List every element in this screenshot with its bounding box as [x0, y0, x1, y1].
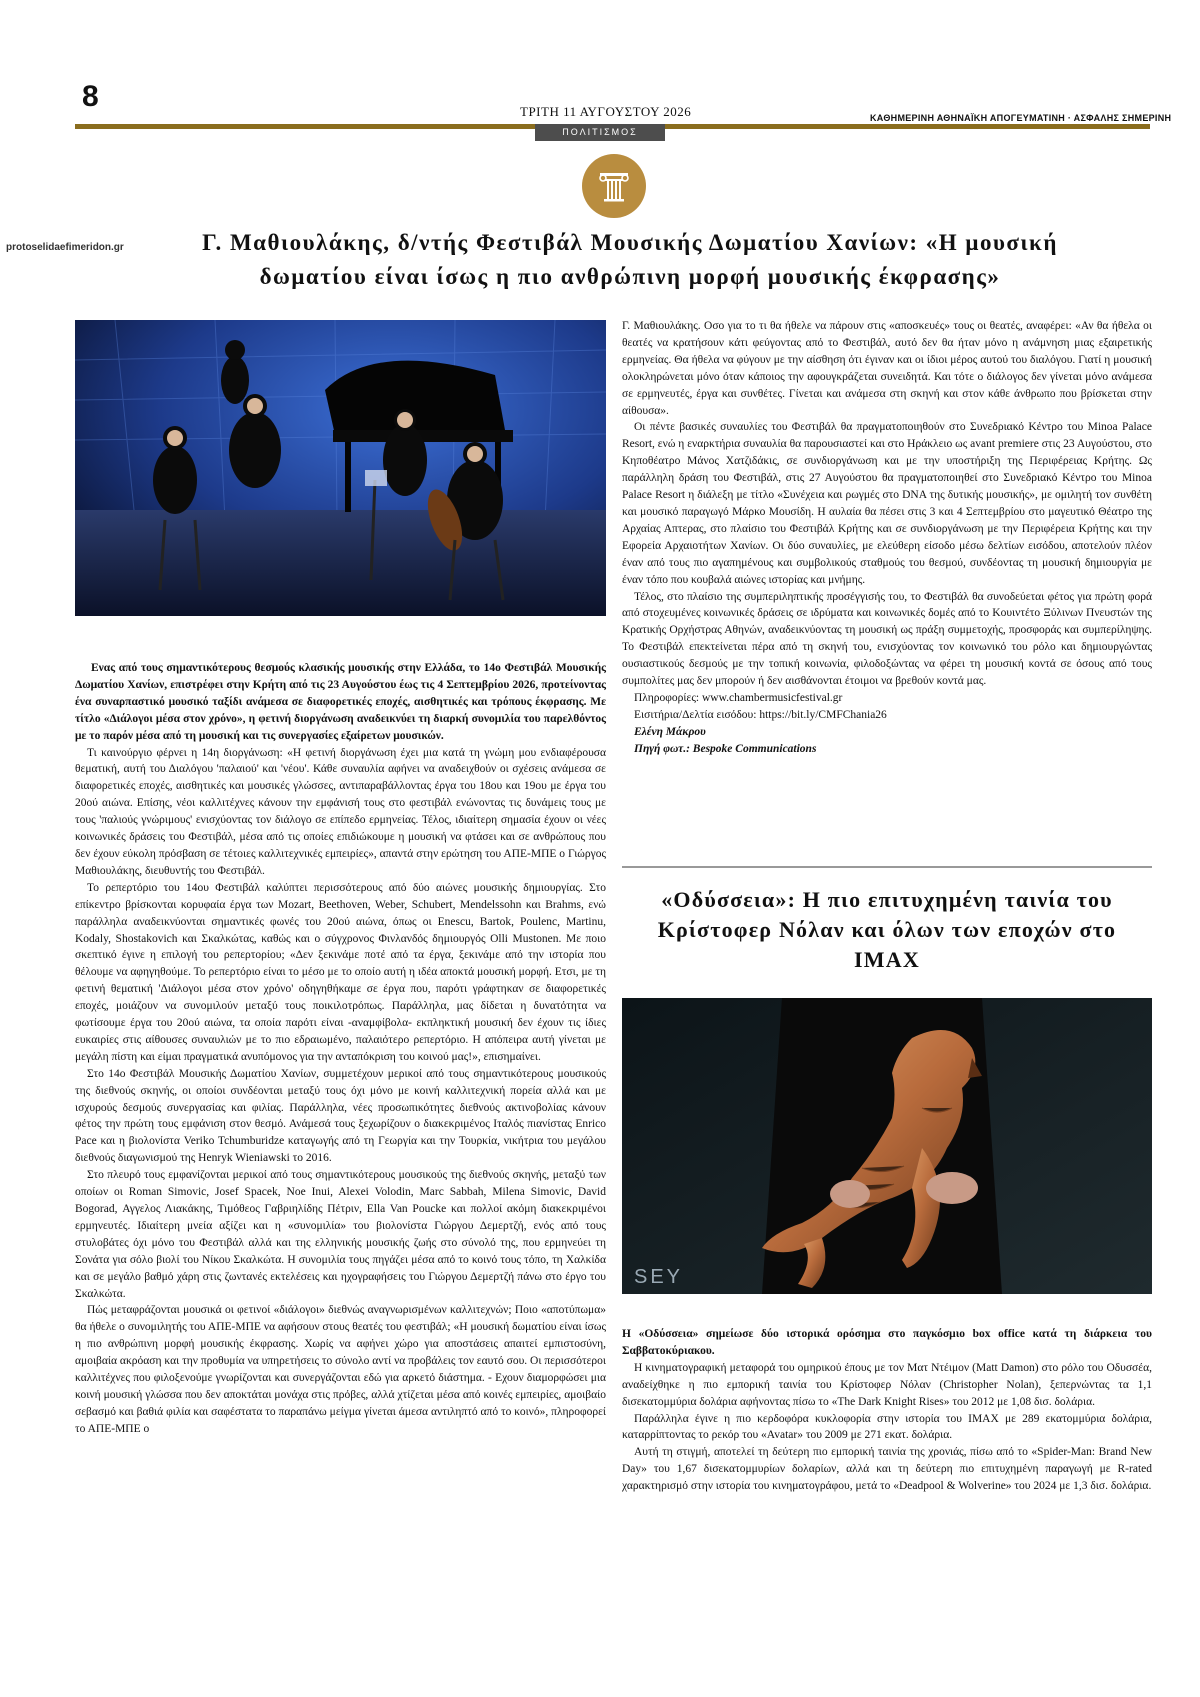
- article2-caption: Η «Οδύσσεια» σημείωσε δύο ιστορικά ορόσημα στο παγκόσμιο box office κατά τη διάρκεια του Σαββατοκύριακου.: [622, 1328, 1152, 1357]
- article1-lead: Ενας από τους σημαντικότερους θεσμούς κλασικής μουσικής στην Ελλάδα, το 14ο Φεστιβάλ Μουσικής Δωματίου Χανίων, επιστρέφει στην Κρήτη από τις 23 Αυγούστου έως τις 4 Σεπτεμβρίου 2026, προτείνοντας ένα συναρπαστικό μουσικό ταξίδι ανάμεσα σε διαφορετικές εποχές, αισθητικές και τρόπους έκφρασης. Με τίτλο «Διάλογοι μέσα στον χρόνο», η φετινή διοργάνωση αναδεικνύει τη διαρκή συνομιλία του παρελθόντος με το παρόν μέσα από τη μουσική και τις συνεργασίες εξαίρετων μουσικών.: [75, 662, 606, 742]
- ionic-column-icon: [595, 167, 633, 205]
- article1-paragraph: Γ. Μαθιουλάκης. Οσο για το τι θα ήθελε να πάρουν στις «αποσκευές» τους οι θεατές, αναφέρει: «Αν θα ήθελα οι θεατές να κρατήσουν κάτι φεύγοντας από το Φεστιβάλ, αυτό δεν θα ήταν μόνο η ανάμνηση μιας εξαιρετικής ερμηνείας. Θα ήθελα να φύγουν με την αίσθηση ότι έγιναν και οι ίδιοι μέρος αυτού του διαλόγου. Γιατί η μουσική ολοκληρώνεται μόνο όταν κάποιος την αφουγκράζεται συνειδητά. Και τότε ο διάλογος δεν γίνεται μόνο ανάμεσα σε ερμηνευτές, έργα και συνθέτες. Γίνεται και ανάμεσα στη σκηνή και στον κάθε άνθρωπο που βρίσκεται στην αίθουσα».: [622, 320, 1152, 417]
- article1-paragraph: Το ρεπερτόριο του 14ου Φεστιβάλ καλύπτει περισσότερους από δύο αιώνες μουσικής δημιουργίας. Στο επίκεντρο βρίσκονται κορυφαία έργα των Mozart, Beethoven, Weber, Schubert, Mendelssohn και Brahms, ενώ παράλληλα αναδεικνύονται σημαντικές φωνές του 20ού αιώνα, όπως οι Enescu, Bartok, Poulenc, Martinu, Kodaly, Shostakovich και Σκαλκώτας, καθώς και ο σύγχρονος Φινλανδός δημιουργός Olli Mustonen. Με ποιο σκεπτικό έγινε η επιλογή του ρεπερτορίου; «Δεν ξεκινάμε ποτέ από τα έργα, ξεκινάμε από την ιστορία που θέλουμε να αφηγηθούμε. Το ρεπερτόριο είναι το μέσο με το οποίο αυτή η ιδέα αποκτά μουσική μορφή. Ετσι, με τη φετινή θεματική 'Διάλογοι μέσα στον χρόνο' οδηγηθήκαμε σε έργα που, παρότι γράφτηκαν σε διαφορετικές εποχές, μοιάζουν να συνομιλούν μεταξύ τους ποικιλοτρόπως. Παράλληλα, μας δίδεται η δυνατότητα να φωτίσουμε έργα του 20ού αιώνα, τα οποία παρότι είναι -αναμφίβολα- εκπληκτική μουσική δεν έχουν τις ίδιες ευκαιρίες στις αίθουσες συναυλιών με το πιο εδραιωμένο, παλαιότερο ρεπερτόριο. Η απόπειρα αυτή γίνεται με μεγάλη πίστη και είμαι πραγματικά ανυπόμονος για την ανταπόκριση του κοινού μας!», επισημαίνει.: [75, 881, 606, 1063]
- article1-headline-line1: Γ. Μαθιουλάκης, δ/ντής Φεστιβάλ Μουσικής Δωματίου Χανίων: «Η μουσική: [202, 230, 1058, 255]
- article2-paragraph: Η κινηματογραφική μεταφορά του ομηρικού έπους με τον Ματ Ντέιμον (Matt Damon) στο ρόλο του Οδυσσέα, αναδείχθηκε η πιο εμπορική ταινία του Κρίστοφερ Νόλαν (Christopher Nolan), ξεπερνώντας τα 1,1 δισεκατομμύρια δολάρια αφήνοντας πίσω το «The Dark Knight Rises» του 2012 με 1,08 δισ. δολάρια.: [622, 1361, 1152, 1408]
- article1-left-column: [75, 660, 606, 1438]
- article2-headline: «Οδύσσεια»: Η πιο επιτυχημένη ταινία του Κρίστοφερ Νόλαν και όλων των εποχών στο IMAX: [657, 887, 1117, 972]
- photo-backdrop-text: SEY: [634, 1266, 684, 1288]
- article2-paragraph: Παράλληλα έγινε η πιο κερδοφόρα κυκλοφορία στην ιστορία του IMAX με 289 εκατομμύρια δολάρια, καταρρίπτοντας το ρεκόρ του «Avatar» του 2009 με 271 εκατ. δολάρια.: [622, 1412, 1152, 1442]
- masthead: ΚΑΘΗΜΕΡΙΝΗ ΑΘΗΝΑΪΚΗ ΑΠΟΓΕΥΜΑΤΙΝΗ · ΑΣΦΑΛΗΣ ΣΗΜΕΡΙΝΗ: [870, 113, 1172, 123]
- page-number: 8: [82, 80, 99, 113]
- statuette-photo: [622, 998, 1152, 1294]
- article1-paragraph: Πώς μεταφράζονται μουσικά οι φετινοί «διάλογοι» διεθνώς αναγνωρισμένων καλλιτεχνών; Ποιο «αποτύπωμα» θα ήθελε ο συνομιλητής του ΑΠΕ-ΜΠΕ να αφήσουν στους θεατές του φεστιβάλ; «Η μουσική δωματίου είναι ίσως η πιο ανθρώπινη μορφή μουσικής έκφρασης. Χωρίς να αφήνει χώρο για αποστάσεις απαιτεί εμπιστοσύνη, αμοιβαία ακρόαση και την προθυμία να υπηρετήσεις το σύνολο αντί να προβάλεις τον εαυτό σου. Οι περισσότεροι καλλιτέχνες που φιλοξενούμε γνωρίζονται και συνεργάζονται εδώ για αρκετό διάστημα. - Εχουν διαμορφώσει μια κοινή μουσική γλώσσα που δεν αποκτάται μονάχα στις πρόβες, αλλά χτίζεται μέσα από κοινές εμπειρίες, αμοιβαίο σεβασμό και βαθιά φιλία και σαφέστατα το παραπάνω μείγμα γίνεται άμεσα αντιληπτό από το κοινό», πληροφορεί το ΑΠΕ-ΜΠΕ ο: [75, 1304, 606, 1435]
- article1-paragraph: Στο πλευρό τους εμφανίζονται μερικοί από τους σημαντικότερους μουσικούς της διεθνούς σκηνής, μεταξύ των οποίων οι Roman Simovic, Josef Spacek, Noe Inui, Alexei Volodin, Marc Sabbah, Milena Simovic, David Bogorad, Αγγελος Λιακάκης, Τιμόθεος Γαβριηλίδης Πέτριν, Ella Van Poucke και πολλοί ακόμη διακεκριμένοι ερμηνευτές. Ιδιαίτερη μνεία αξίζει και η «συνομιλία» του βιολονίστα Γιώργου Δεμερτζή, ενός από τους στυλοβάτες όχι μόνο του Φεστιβάλ αλλά και της ελληνικής μουσικής ζωής στο σύνολό της, που ερμηνεύει τη Σονάτα για σόλο βιολί του Νίκου Σκαλκώτα. Η συνομιλία τους πηγάζει μέσα από το κοινό τους τόπο, τη Χαλκίδα και σε μεγάλο βαθμό χάρη στις ζωντανές εκτελέσεις και ηχογραφήσεις του Γιώργου Δεμερτζή πάνω στο έργο του Σκαλκώτα.: [75, 1169, 606, 1300]
- issue-date: ΤΡΙΤΗ 11 ΑΥΓΟΥΣΤΟΥ 2026: [520, 104, 692, 119]
- article1-paragraph: Στο 14ο Φεστιβάλ Μουσικής Δωματίου Χανίων, συμμετέχουν μερικοί από τους σημαντικότερους μουσικούς της διεθνούς σκηνής, οι οποίοι συνδέονται μεταξύ τους όχι μόνο με κοινή καλλιτεχνική πορεία αλλά και με ισχυρούς δεσμούς συνεργασίας και φιλίας. Παράλληλα, νέες προσωπικότητες διεθνούς ακτινοβολίας κάνουν φέτος την πρώτη τους εμφάνιση στον θεσμό. Ανάμεσά τους ξεχωρίζουν ο διακεκριμένος Ιταλός πιανίστας Enrico Pace και η βιολονίστα Veriko Tchumburidze καταγωγής από τη Γεωργία και την Τουρκία, νικήτρια του μεγάλου διεθνούς διαγωνισμού της Henryk Wieniawski το 2016.: [75, 1067, 606, 1165]
- article1-author: Ελένη Μάκρου: [634, 725, 706, 738]
- section-emblem: [582, 154, 646, 218]
- article1-paragraph: Οι πέντε βασικές συναυλίες του Φεστιβάλ θα πραγματοποιηθούν στο Συνεδριακό Κέντρο του Minoa Palace Resort, ενώ η εναρκτήρια συναυλία θα παρουσιαστεί και στο Ηράκλειο ως avant premiere στις 23 Αυγούστου, στο Κηποθέατρο Μάνος Χατζιδάκις, σε συνδιοργάνωση και με την υποστήριξη της Περιφέρειας Κρήτης. Ως παράλληλη δράση του Φεστιβάλ, στις 27 Αυγούστου θα πραγματοποιηθεί στο Συνεδριακό Κέντρο του Minoa Palace Resort η διάλεξη με τίτλο «Συνέχεια και ρωγμές στο DNA της δυτικής μουσικής», με ομιλητή τον συνθέτη και μουσικό παραγωγό Μάρκο Μουσίδη. Η αυλαία θα πέσει στις 3 και 4 Σεπτεμβρίου στο μαγευτικό Θέατρο της Αρχαίας Απτερας, στο πλαίσιο του Φεστιβάλ Κρήτης και σε συνδιοργάνωση με την Περιφέρεια Κρήτης και την Εφορεία Αρχαιοτήτων Χανίων. Οι δύο συναυλίες, με ελεύθερη είσοδο μέσω δελτίων εισόδου, αποτελούν πλέον έναν από τους πιο αγαπημένους και συμβολικούς σταθμούς του θεσμού, συνδέοντας τη μουσική δημιουργία με έναν τόπο που κουβαλά αιώνες ιστορίας και μνήμης.: [622, 421, 1152, 586]
- info-website: Πληροφορίες: www.chambermusicfestival.gr: [634, 691, 843, 704]
- article2-body: [622, 1326, 1152, 1495]
- article1-headline: [150, 226, 1110, 294]
- article-divider: [622, 866, 1152, 868]
- article1-photo-credit: Πηγή φωτ.: Bespoke Communications: [634, 742, 817, 755]
- article1-headline-line2: δωματίου είναι ίσως η πιο ανθρώπινη μορφή μουσικής έκφρασης»: [259, 264, 1001, 289]
- article2-paragraph: Αυτή τη στιγμή, αποτελεί τη δεύτερη πιο εμπορική ταινία της χρονιάς, πίσω από το «Spider-Man: Brand New Day» του 1,67 δισεκατομμυρίων δολαρίων, αλλά και τη δεύτερη πιο επιτυχημένη παραγωγή με R-rated χαρακτηρισμό στην ιστορία του κινηματογράφου, μετά το «Deadpool & Wolverine» του 2024 με 1,3 δισ. δολάρια.: [622, 1446, 1152, 1493]
- article1-paragraph: Τέλος, στο πλαίσιο της συμπεριληπτικής προσέγγισής του, το Φεστιβάλ θα συνοδεύεται φέτος για πρώτη φορά από στοχευμένες κοινωνικές δράσεις σε ιδρύματα και κοινωνικές δομές από το Κουιντέτο Ξύλινων Πνευστών της Κρατικής Ορχήστρας Αθηνών, αναδεικνύοντας τη μουσική ως πράξη συμμετοχής, προσφοράς και συμπερίληψης. Το Φεστιβάλ επεκτείνεται πέρα από τη σκηνή του, ενισχύοντας τον κοινωνικό του ρόλο και δημιουργώντας ουσιαστικούς δεσμούς με την τοπική κοινωνία, φιλοδοξώντας να φέρει τη μουσική κοντά σε όσους από τους συμπολίτες μας δεν μπορούν ή δεν αισθάνονται έτοιμοι να βρεθούν κοντά μας.: [622, 590, 1152, 688]
- section-label: ΠΟΛΙΤΙΣΜΟΣ: [535, 124, 665, 141]
- watermark: protoselidaefimeridon.gr: [6, 242, 124, 253]
- ensemble-photo: [75, 320, 606, 616]
- info-tickets: Εισιτήρια/Δελτία εισόδου: https://bit.ly/CMFChania26: [634, 708, 887, 721]
- article1-right-column: [622, 318, 1152, 758]
- article1-paragraph: Τι καινούργιο φέρνει η 14η διοργάνωση: «Η φετινή διοργάνωση έχει μια κατά τη γνώμη μου ενδιαφέρουσα θεματική, αυτή του Διαλόγου 'παλαιού' και 'νέου'. Κάθε συναυλία αφήνει να αναδειχθούν οι σχέσεις ανάμεσα σε διαφορετικές εποχές, αισθητικές και μουσικές γλώσσες, αντιπαραβάλλοντας έργα του 18ου και 19ου με έργα του 20ού αιώνα. Επίσης, νέοι καλλιτέχνες κάνουν την εμφάνισή τους στο φεστιβάλ ενώνοντας τις δυνάμεις τους με τους 'παλιούς γνώριμους' ενισχύοντας τον διάλογο σε επίπεδο ερμηνείας. Τέλος, ιδιαίτερη σημασία έχουν οι νέες κοινωνικές δράσεις του Φεστιβάλ, μέσα από τις οποίες επιδιώκουμε η μουσική να φτάσει και σε ανθρώπους που δεν έχουν εύκολη πρόσβαση σε τέτοιες καλλιτεχνικές εμπειρίες», απαντά στην ερώτηση του ΑΠΕ-ΜΠΕ ο Γιώργος Μαθιουλάκης, διευθυντής του Φεστιβάλ.: [75, 746, 606, 877]
